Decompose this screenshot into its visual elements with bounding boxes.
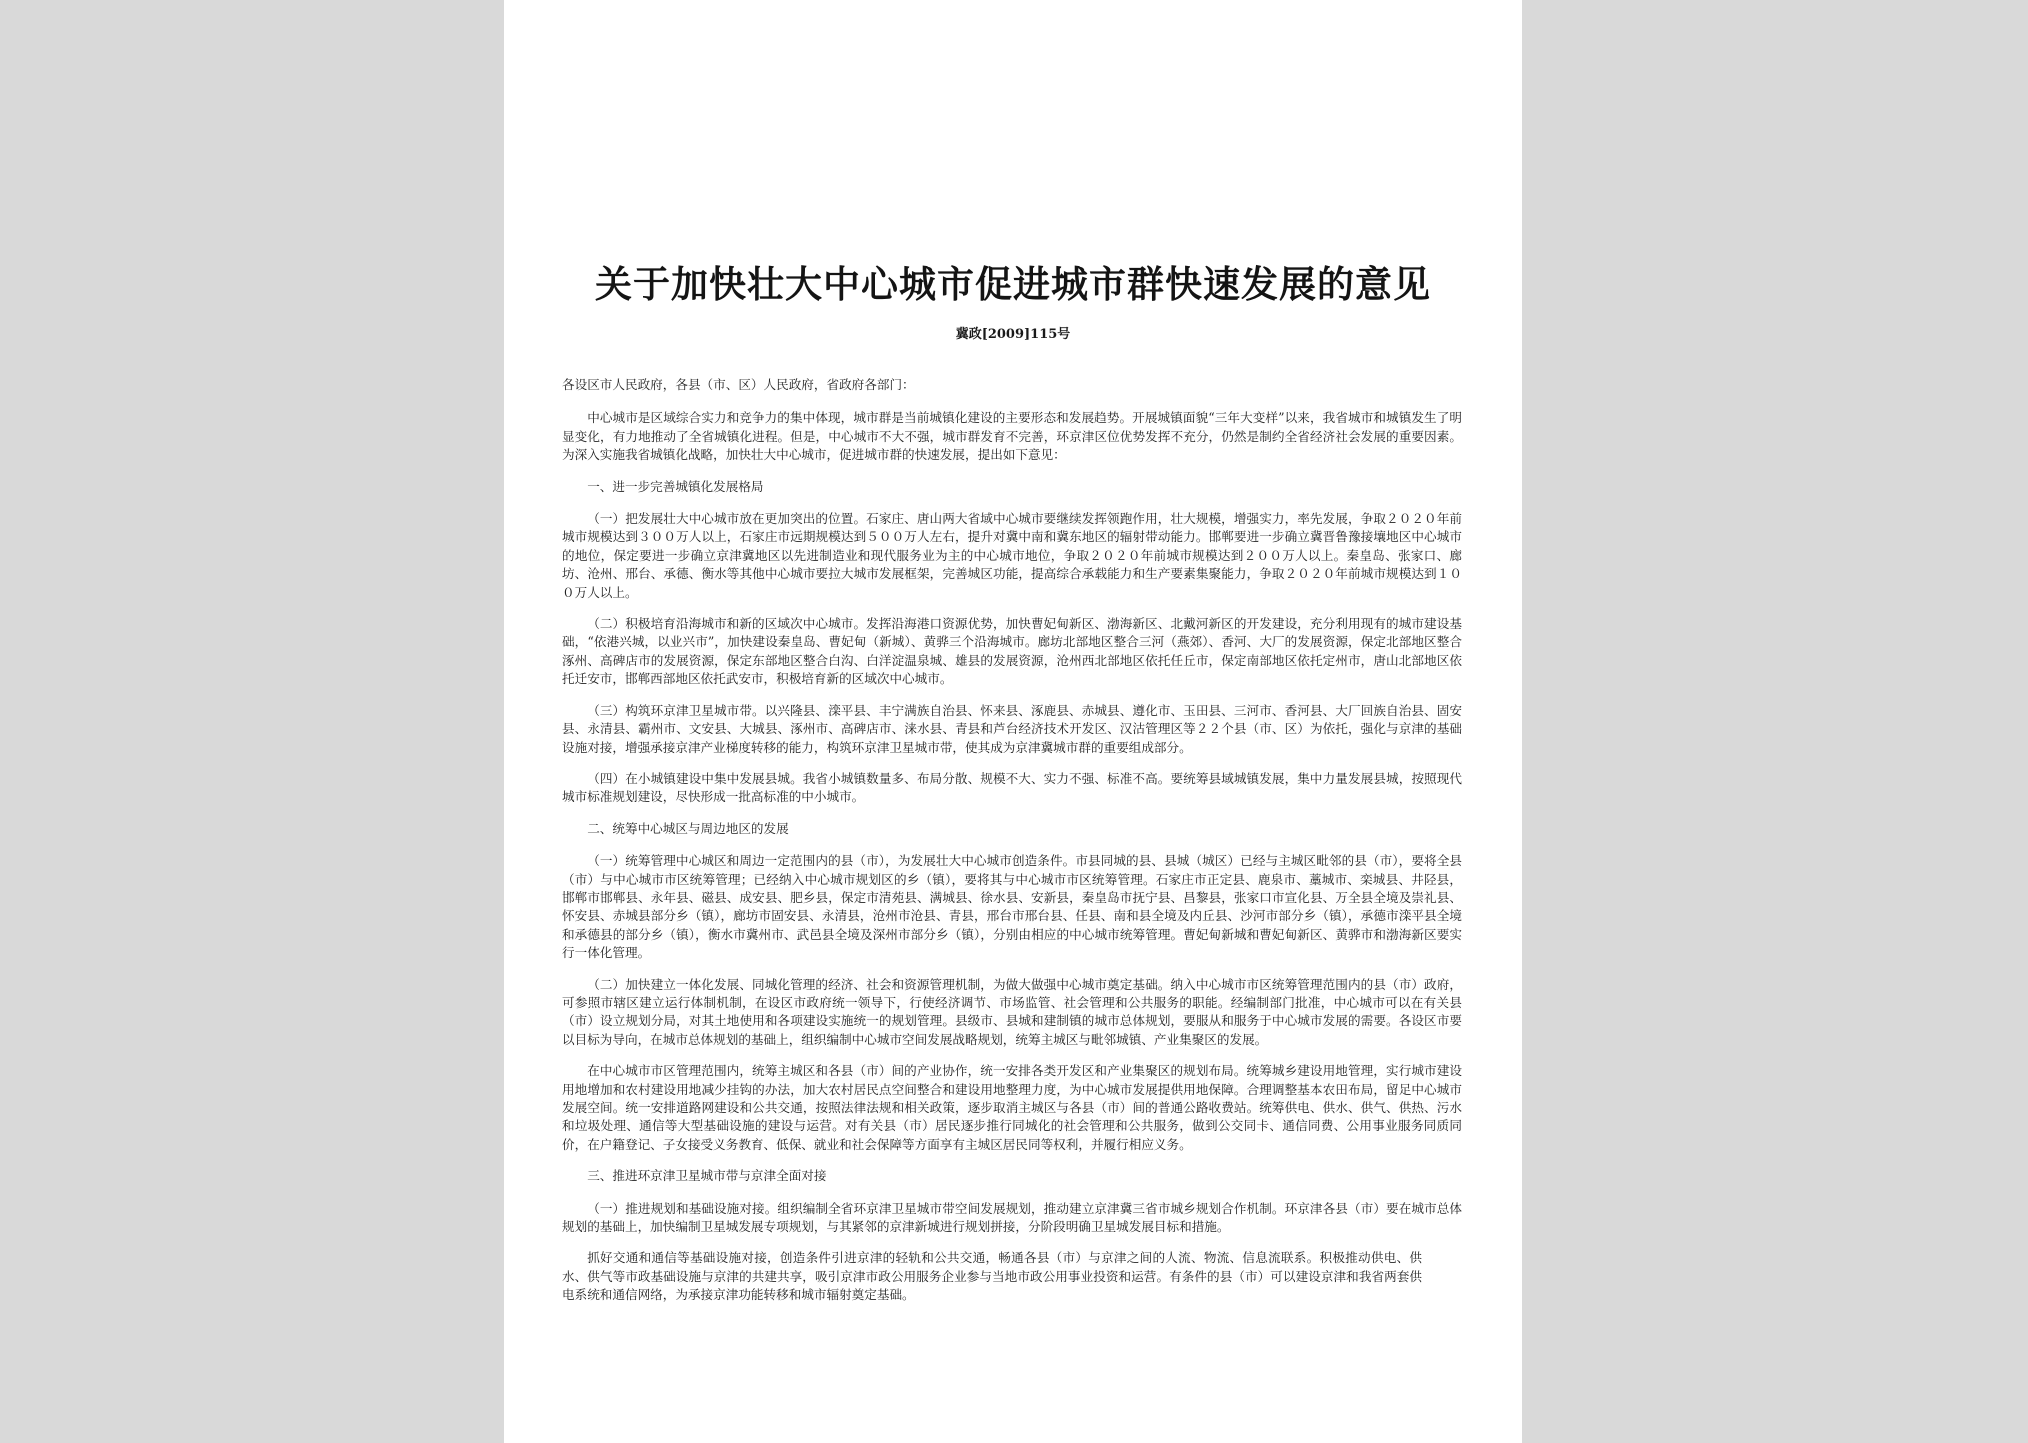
section3-paragraph-1: （一）推进规划和基础设施对接。组织编制全省环京津卫星城市带空间发展规划，推动建立京津冀三省市城乡规划合作机制。环京津各县（市）要在城市总体规划的基础上，加快编制卫星城发展专项规划，与其紧邻的京津新城进行规划拼接，分阶段明确卫星城发展目标和措施。 (562, 1200, 1462, 1235)
section1-paragraph-4: （四）在小城镇建设中集中发展县城。我省小城镇数量多、布局分散、规模不大、实力不强、标准不高。要统筹县域城镇发展，集中力量发展县城，按照现代城市标准规划建设，尽快形成一批高标准的中小城市。 (562, 770, 1462, 805)
section-heading-3: 三、推进环京津卫星城市带与京津全面对接 (587, 1168, 827, 1184)
document-body (562, 376, 1462, 1318)
document-title: 关于加快壮大中心城市促进城市群快速发展的意见 (595, 262, 1431, 306)
section1-paragraph-3: （三）构筑环京津卫星城市带。以兴隆县、滦平县、丰宁满族自治县、怀来县、涿鹿县、赤城县、遵化市、玉田县、三河市、香河县、大厂回族自治县、固安县、永清县、霸州市、文安县、大城县、涿州市、高碑店市、涞水县、青县和芦台经济技术开发区、汉沽管理区等２２个县（市、区）为依托，强化与京津的基础设施对接，增强承接京津产业梯度转移的能力，构筑环京津卫星城市带，使其成为京津冀城市群的重要组成部分。 (562, 702, 1462, 755)
section2-paragraph-3: 在中心城市市区管理范围内，统筹主城区和各县（市）间的产业协作，统一安排各类开发区和产业集聚区的规划布局。统筹城乡建设用地管理，实行城市建设用地增加和农村建设用地减少挂钩的办法，加大农村居民点空间整合和建设用地整理力度，为中心城市发展提供用地保障。合理调整基本农田布局，留足中心城市发展空间。统一安排道路网建设和公共交通，按照法律法规和相关政策，逐步取消主城区与各县（市）间的普通公路收费站。统筹供电、供水、供气、供热、污水和垃圾处理、通信等大型基础设施的建设与运营。对有关县（市）居民逐步推行同城化的社会管理和公共服务，做到公交同卡、通信同费、公用事业服务同质同价，在户籍登记、子女接受义务教育、低保、就业和社会保障等方面享有主城区居民同等权利，并履行相应义务。 (562, 1063, 1462, 1152)
section3-paragraph-2: 抓好交通和通信等基础设施对接，创造条件引进京津的轻轨和公共交通，畅通各县（市）与京津之间的人流、物流、信息流联系。积极推动供电、供水、供气等市政基础设施与京津的共建共享，吸引京津市政公用服务企业参与当地市政公用事业投资和运营。有条件的县（市）可以建设京津和我省两套供电系统和通信网络，为承接京津功能转移和城市辐射奠定基础。 (562, 1250, 1422, 1303)
section1-paragraph-2: （二）积极培育沿海城市和新的区域次中心城市。发挥沿海港口资源优势，加快曹妃甸新区、渤海新区、北戴河新区的开发建设，充分利用现有的城市建设基础，“依港兴城，以业兴市”，加快建设秦皇岛、曹妃甸（新城）、黄骅三个沿海城市。廊坊北部地区整合三河（燕郊）、香河、大厂的发展资源，保定北部地区整合涿州、高碑店市的发展资源，保定东部地区整合白沟、白洋淀温泉城、雄县的发展资源，沧州西北部地区依托任丘市，保定南部地区依托定州市，唐山北部地区依托迁安市，邯郸西部地区依托武安市，积极培育新的区域次中心城市。 (562, 616, 1462, 687)
salutation: 各设区市人民政府，各县（市、区）人民政府，省政府各部门： (562, 377, 915, 392)
section-heading-2: 二、统筹中心城区与周边地区的发展 (587, 820, 789, 836)
document-page (504, 0, 1522, 1443)
intro-paragraph: 中心城市是区域综合实力和竞争力的集中体现，城市群是当前城镇化建设的主要形态和发展趋势。开展城镇面貌“三年大变样”以来，我省城市和城镇发生了明显变化，有力地推动了全省城镇化进程。但是，中心城市不大不强，城市群发育不完善，环京津区位优势发挥不充分，仍然是制约全省经济社会发展的重要因素。为深入实施我省城镇化战略，加快壮大中心城市，促进城市群的快速发展，提出如下意见： (562, 410, 1462, 463)
section1-paragraph-1: （一）把发展壮大中心城市放在更加突出的位置。石家庄、唐山两大省域中心城市要继续发挥领跑作用，壮大规模，增强实力，率先发展，争取２０２０年前城市规模达到３００万人以上，石家庄市远期规模达到５００万人左右，提升对冀中南和冀东地区的辐射带动能力。邯郸要进一步确立冀晋鲁豫接壤地区中心城市的地位，保定要进一步确立京津冀地区以先进制造业和现代服务业为主的中心城市地位，争取２０２０年前城市规模达到２００万人以上。秦皇岛、张家口、廊坊、沧州、邢台、承德、衡水等其他中心城市要拉大城市发展框架，完善城区功能，提高综合承载能力和生产要素集聚能力，争取２０２０年前城市规模达到１００万人以上。 (562, 511, 1462, 600)
section2-paragraph-2: （二）加快建立一体化发展、同城化管理的经济、社会和资源管理机制，为做大做强中心城市奠定基础。纳入中心城市市区统筹管理范围内的县（市）政府，可参照市辖区建立运行体制机制，在设区市政府统一领导下，行使经济调节、市场监管、社会管理和公共服务的职能。经编制部门批准，中心城市可以在有关县（市）设立规划分局，对其土地使用和各项建设实施统一的规划管理。县级市、县城和建制镇的城市总体规划，要服从和服务于中心城市发展的需要。各设区市要以目标为导向，在城市总体规划的基础上，组织编制中心城市空间发展战略规划，统筹主城区与毗邻城镇、产业集聚区的发展。 (562, 976, 1462, 1047)
section2-paragraph-1: （一）统筹管理中心城区和周边一定范围内的县（市），为发展壮大中心城市创造条件。市县同城的县、县城（城区）已经与主城区毗邻的县（市），要将全县（市）与中心城市市区统筹管理；已经纳入中心城市规划区的乡（镇），要将其与中心城市市区统筹管理。石家庄市正定县、鹿泉市、藁城市、栾城县、井陉县，邯郸市邯郸县、永年县、磁县、成安县、肥乡县，保定市清苑县、满城县、徐水县、安新县，秦皇岛市抚宁县、昌黎县，张家口市宣化县、万全县全境及崇礼县、怀安县、赤城县部分乡（镇），廊坊市固安县、永清县，沧州市沧县、青县，邢台市邢台县、任县、南和县全境及内丘县、沙河市部分乡（镇），承德市滦平县全境和承德县的部分乡（镇），衡水市冀州市、武邑县全境及深州市部分乡（镇），分别由相应的中心城市统筹管理。曹妃甸新城和曹妃甸新区、黄骅市和渤海新区要实行一体化管理。 (562, 853, 1462, 961)
section-heading-1: 一、进一步完善城镇化发展格局 (587, 478, 764, 494)
document-number: 冀政[2009]115号 (955, 327, 1071, 342)
